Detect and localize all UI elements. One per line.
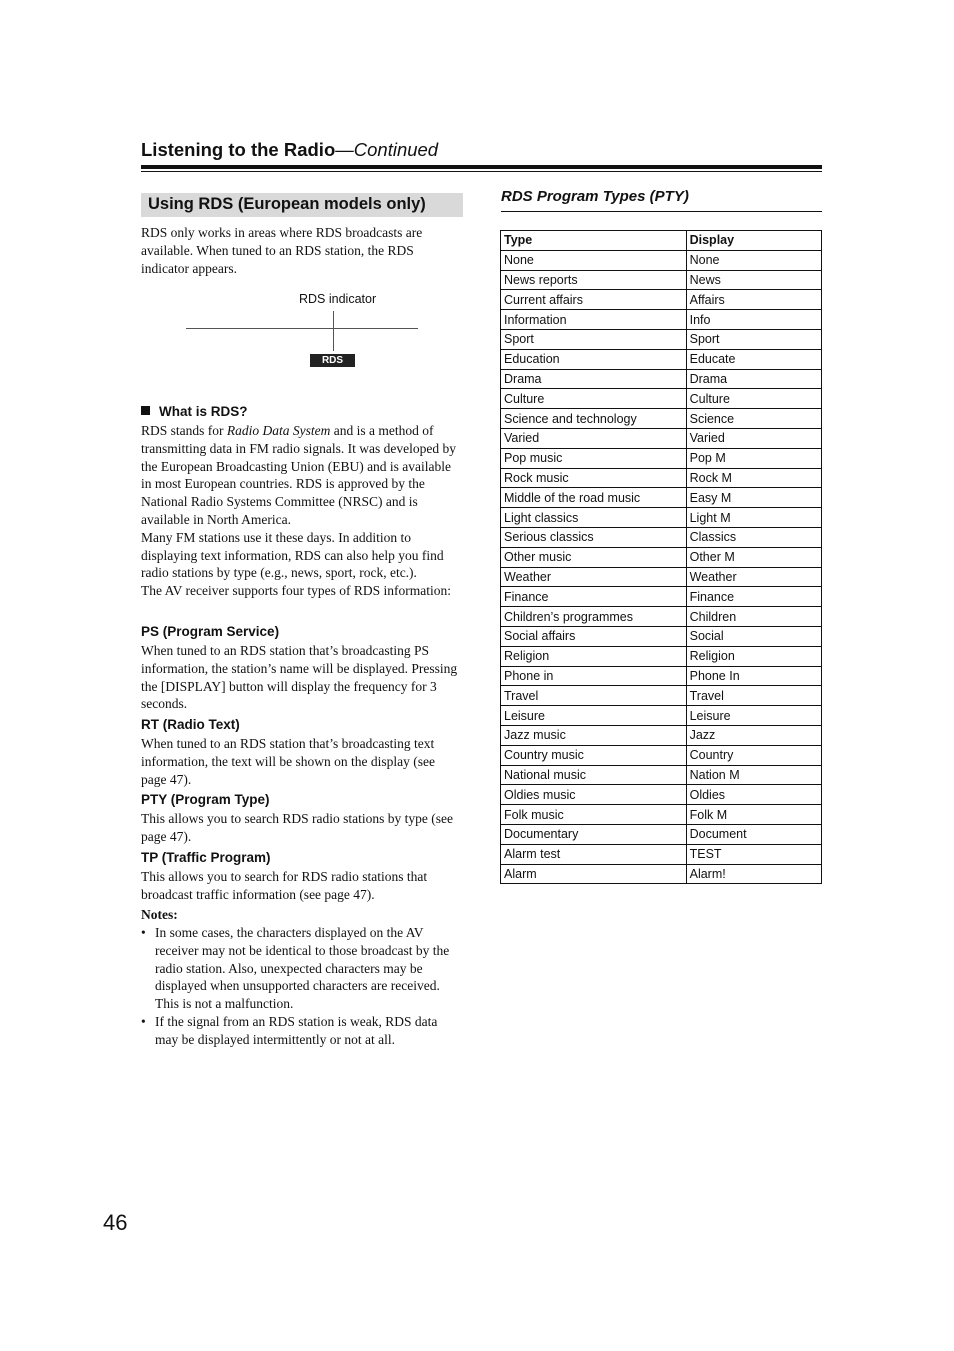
display-cell: TEST: [686, 844, 821, 864]
header-title: Listening to the Radio: [141, 139, 336, 160]
type-cell: Documentary: [501, 824, 687, 844]
type-cell: Pop music: [501, 448, 687, 468]
table-row: [501, 250, 822, 270]
table-row: [501, 468, 822, 488]
display-cell: Travel: [686, 686, 821, 706]
display-cell: Alarm!: [686, 864, 821, 884]
type-cell: Science and technology: [501, 409, 687, 429]
type-cell: Travel: [501, 686, 687, 706]
type-cell: Sport: [501, 329, 687, 349]
table-row: [501, 626, 822, 646]
table-row: [501, 527, 822, 547]
type-cell: Drama: [501, 369, 687, 389]
display-cell: Info: [686, 310, 821, 330]
display-cell: News: [686, 270, 821, 290]
type-cell: Other music: [501, 547, 687, 567]
header-rule-thick: [141, 165, 822, 169]
pty-heading: PTY (Program Type): [141, 792, 270, 807]
table-header-row: [501, 231, 822, 251]
type-cell: Social affairs: [501, 626, 687, 646]
type-cell: Oldies music: [501, 785, 687, 805]
note-item: • If the signal from an RDS station is weak, RDS data may be displayed intermittently or not at all.: [141, 1013, 463, 1049]
table-row: [501, 607, 822, 627]
table-row: [501, 270, 822, 290]
type-cell: Alarm test: [501, 844, 687, 864]
table-row: [501, 844, 822, 864]
type-cell: Rock music: [501, 468, 687, 488]
display-cell: Children: [686, 607, 821, 627]
type-cell: Folk music: [501, 805, 687, 825]
display-cell: Light M: [686, 508, 821, 528]
display-cell: Leisure: [686, 706, 821, 726]
what-is-rds-text: [141, 422, 463, 600]
pty-title-rule: [501, 211, 822, 212]
notes-heading: Notes:: [141, 907, 178, 922]
display-cell: Other M: [686, 547, 821, 567]
type-cell: Middle of the road music: [501, 488, 687, 508]
display-outline-line: [186, 328, 418, 329]
page-number: 46: [103, 1210, 128, 1235]
table-row: [501, 310, 822, 330]
table-row: [501, 587, 822, 607]
page-header: [141, 139, 438, 161]
header-continued: —Continued: [335, 139, 439, 160]
display-cell: Country: [686, 745, 821, 765]
ps-text: When tuned to an RDS station that’s broadcasting PS information, the station’s name will be displayed. Pressing the [DISPLAY] button will display the frequency for 3 seconds.: [141, 643, 458, 712]
display-cell: None: [686, 250, 821, 270]
what-is-rds-paragraph-1: [141, 422, 463, 529]
table-row: [501, 349, 822, 369]
ps-heading: PS (Program Service): [141, 624, 280, 639]
type-cell: Varied: [501, 428, 687, 448]
type-cell: None: [501, 250, 687, 270]
display-cell: Easy M: [686, 488, 821, 508]
table-row: [501, 428, 822, 448]
table-row: [501, 488, 822, 508]
table-row: [501, 805, 822, 825]
type-cell: Weather: [501, 567, 687, 587]
type-cell: Country music: [501, 745, 687, 765]
display-cell: Jazz: [686, 725, 821, 745]
table-row: [501, 448, 822, 468]
display-cell: Religion: [686, 646, 821, 666]
display-cell: Weather: [686, 567, 821, 587]
tp-heading: TP (Traffic Program): [141, 850, 271, 865]
display-cell: Science: [686, 409, 821, 429]
table-row: [501, 706, 822, 726]
table-row: [501, 686, 822, 706]
type-cell: Information: [501, 310, 687, 330]
table-row: [501, 725, 822, 745]
table-row: [501, 765, 822, 785]
rds-indicator-badge: RDS: [310, 354, 355, 367]
display-cell: Pop M: [686, 448, 821, 468]
table-row: [501, 567, 822, 587]
type-cell: Education: [501, 349, 687, 369]
table-row: [501, 785, 822, 805]
display-cell: Classics: [686, 527, 821, 547]
table-row: [501, 409, 822, 429]
type-cell: National music: [501, 765, 687, 785]
pty-table-body: [501, 250, 822, 884]
intro-paragraph: RDS only works in areas where RDS broadcasts are available. When tuned to an RDS station, the RDS indicator appears.: [141, 225, 423, 276]
rds-indicator-label: RDS indicator: [299, 292, 377, 306]
display-cell: Drama: [686, 369, 821, 389]
display-cell: Varied: [686, 428, 821, 448]
table-row: [501, 745, 822, 765]
table-row: [501, 646, 822, 666]
type-cell: Phone in: [501, 666, 687, 686]
square-bullet-icon: [141, 406, 150, 415]
display-cell: Social: [686, 626, 821, 646]
what-is-rds-paragraph-3: The AV receiver supports four types of RDS information:: [141, 583, 451, 599]
table-row: [501, 389, 822, 409]
pty-table: [500, 230, 822, 884]
display-cell: Sport: [686, 329, 821, 349]
display-cell: Affairs: [686, 290, 821, 310]
table-row: [501, 508, 822, 528]
radio-data-system-term: Radio Data System: [226, 423, 331, 438]
type-cell: Jazz music: [501, 725, 687, 745]
section-title: Using RDS (European models only): [148, 195, 426, 213]
type-cell: News reports: [501, 270, 687, 290]
type-cell: Culture: [501, 389, 687, 409]
display-cell: Culture: [686, 389, 821, 409]
type-cell: Alarm: [501, 864, 687, 884]
display-cell: Phone In: [686, 666, 821, 686]
text-span: RDS stands for: [141, 423, 227, 438]
what-is-rds-paragraph-2: Many FM stations use it these days. In addition to displaying text information, RDS can also help you find radio stations by type (e.g., news, sport, rock, etc.).: [141, 529, 444, 581]
type-cell: Serious classics: [501, 527, 687, 547]
table-row: [501, 329, 822, 349]
table-row: [501, 369, 822, 389]
tp-text: This allows you to search for RDS radio stations that broadcast traffic information (see page 47).: [141, 869, 428, 902]
rt-text: When tuned to an RDS station that’s broadcasting text information, the text will be shown on the display (see page 47).: [141, 736, 435, 787]
pty-table-title: RDS Program Types (PTY): [501, 188, 689, 205]
display-cell: Folk M: [686, 805, 821, 825]
type-cell: Leisure: [501, 706, 687, 726]
display-cell: Document: [686, 824, 821, 844]
note-item: • In some cases, the characters displayed on the AV receiver may not be identical to those broadcast by the radio station. Also, unexpected characters may be displayed when unsupported characters are received. This is not a malfunction.: [141, 924, 463, 1013]
type-cell: Light classics: [501, 508, 687, 528]
table-row: [501, 666, 822, 686]
text-span: and is a method of transmitting data in FM radio signals. It was developed by the European Broadcasting Union (EBU) and is available in most European countries. RDS is approved by the National Radio Systems Committee (NRSC) and is available in North America.: [141, 423, 456, 527]
notes-list: [141, 924, 463, 1049]
display-cell: Finance: [686, 587, 821, 607]
table-row: [501, 547, 822, 567]
display-cell: Nation M: [686, 765, 821, 785]
table-row: [501, 864, 822, 884]
display-cell: Rock M: [686, 468, 821, 488]
indicator-leader-line: [333, 311, 334, 351]
column-header-display: Display: [686, 231, 821, 251]
type-cell: Religion: [501, 646, 687, 666]
type-cell: Finance: [501, 587, 687, 607]
what-is-rds-heading: What is RDS?: [159, 404, 248, 419]
pty-text: This allows you to search RDS radio stations by type (see page 47).: [141, 811, 453, 844]
column-header-type: Type: [501, 231, 687, 251]
table-row: [501, 824, 822, 844]
display-cell: Oldies: [686, 785, 821, 805]
type-cell: Children’s programmes: [501, 607, 687, 627]
rt-heading: RT (Radio Text): [141, 717, 240, 732]
display-cell: Educate: [686, 349, 821, 369]
type-cell: Current affairs: [501, 290, 687, 310]
table-row: [501, 290, 822, 310]
header-rule-thin: [141, 171, 822, 172]
